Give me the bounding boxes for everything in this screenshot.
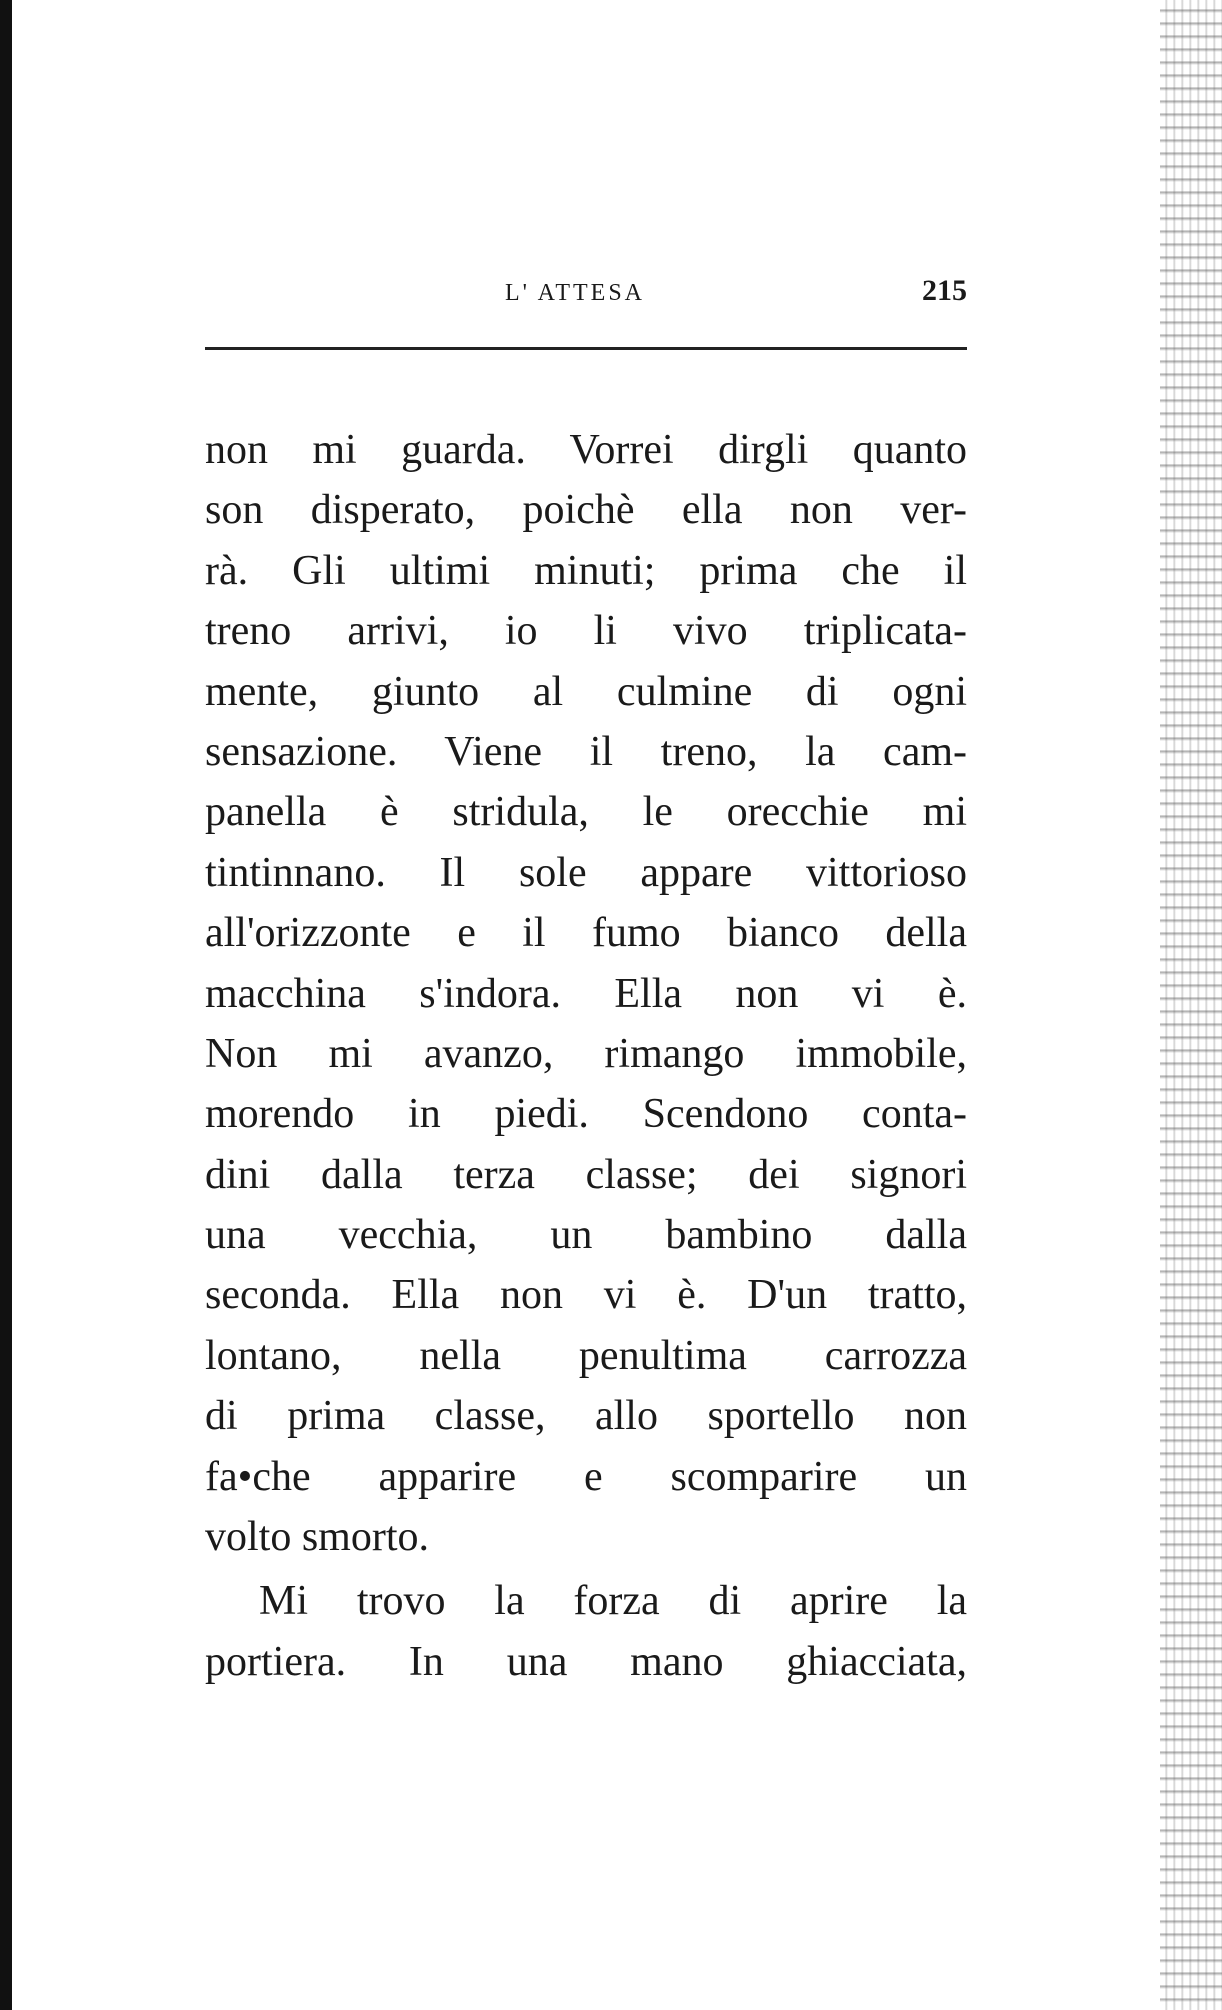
text-line: tintinnano. Il sole appare vittorioso bbox=[205, 849, 967, 896]
text-line: mente, giunto al culmine di ogni bbox=[205, 668, 967, 715]
running-head bbox=[205, 270, 967, 318]
text-line: son disperato, poichè ella non ver- bbox=[205, 487, 967, 534]
text-line: una vecchia, un bambino dalla bbox=[205, 1212, 967, 1259]
text-line: panella è stridula, le orecchie mi bbox=[205, 789, 967, 836]
text-line: rà. Gli ultimi minuti; prima che il bbox=[205, 547, 967, 594]
text-line: all'orizzonte e il fumo bianco della bbox=[205, 910, 967, 957]
text-line: volto smorto. bbox=[205, 1514, 430, 1561]
page-gutter-shadow bbox=[0, 0, 12, 2010]
scan-edge-noise bbox=[1160, 0, 1222, 2010]
text-line: macchina s'indora. Ella non vi è. bbox=[205, 970, 967, 1017]
paragraph bbox=[205, 1571, 967, 1692]
text-line: non mi guarda. Vorrei dirgli quanto bbox=[205, 427, 967, 473]
text-line: morendo in piedi. Scendono conta- bbox=[205, 1091, 967, 1138]
text-line: portiera. In una mano ghiacciata, bbox=[205, 1638, 967, 1685]
text-line: Mi trovo la forza di aprire la bbox=[259, 1578, 967, 1625]
header-rule bbox=[205, 347, 967, 350]
text-line: seconda. Ella non vi è. D'un tratto, bbox=[205, 1272, 967, 1319]
page-number: 215 bbox=[922, 274, 967, 307]
text-line: dini dalla terza classe; dei signori bbox=[205, 1151, 967, 1198]
text-line: treno arrivi, io li vivo triplicata- bbox=[205, 608, 967, 655]
body-text bbox=[205, 420, 967, 1692]
running-title: L' ATTESA bbox=[505, 280, 645, 306]
text-line: Non mi avanzo, rimango immobile, bbox=[205, 1030, 967, 1077]
text-line: sensazione. Viene il treno, la cam- bbox=[205, 728, 967, 775]
text-line: lontano, nella penultima carrozza bbox=[205, 1332, 967, 1379]
text-line: di prima classe, allo sportello non bbox=[205, 1393, 967, 1440]
text-line: fa•che apparire e scomparire un bbox=[205, 1453, 967, 1500]
book-page bbox=[205, 270, 967, 1685]
paragraph bbox=[205, 420, 967, 1567]
